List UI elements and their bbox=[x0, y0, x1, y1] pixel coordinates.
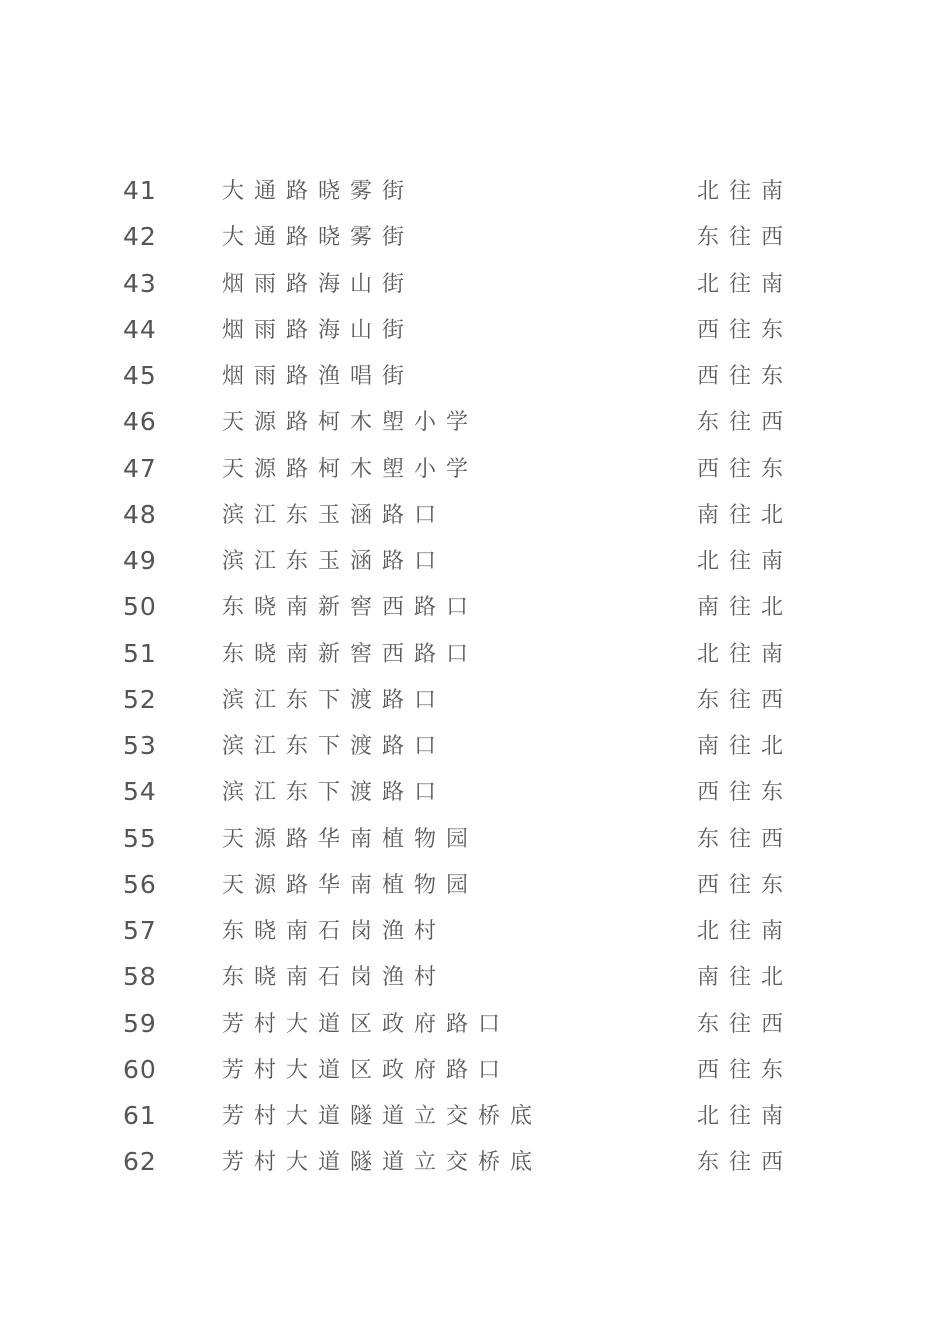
table-row bbox=[0, 399, 950, 445]
row-number: 54 bbox=[123, 777, 157, 807]
table-row bbox=[0, 908, 950, 954]
traffic-direction: 东往西 bbox=[697, 225, 794, 251]
table-row bbox=[0, 446, 950, 492]
location-name: 芳村大道区政府路口 bbox=[222, 1011, 511, 1037]
location-name: 东晓南新窖西路口 bbox=[222, 595, 479, 621]
location-name: 天源路柯木塱小学 bbox=[222, 410, 479, 436]
row-number: 62 bbox=[123, 1147, 157, 1177]
traffic-direction: 北往南 bbox=[697, 641, 794, 667]
traffic-direction: 东往西 bbox=[697, 826, 794, 852]
location-name: 芳村大道隧道立交桥底 bbox=[222, 1104, 543, 1129]
table-row bbox=[0, 816, 950, 862]
table-row bbox=[0, 677, 950, 723]
traffic-direction: 北往南 bbox=[697, 549, 794, 574]
traffic-direction: 北往南 bbox=[697, 271, 794, 297]
row-number: 45 bbox=[123, 361, 157, 390]
row-number: 48 bbox=[123, 499, 157, 529]
location-name: 东晓南新窖西路口 bbox=[222, 641, 479, 667]
row-number: 47 bbox=[123, 453, 157, 483]
traffic-direction: 西往东 bbox=[697, 872, 794, 898]
row-number: 49 bbox=[123, 546, 157, 575]
location-name: 芳村大道区政府路口 bbox=[222, 1057, 511, 1083]
traffic-direction: 南往北 bbox=[697, 965, 794, 991]
traffic-direction: 北往南 bbox=[697, 179, 794, 204]
table-row bbox=[0, 584, 950, 630]
location-name: 烟雨路海山街 bbox=[222, 317, 415, 343]
traffic-direction: 西往东 bbox=[697, 364, 794, 389]
table-row bbox=[0, 1139, 950, 1185]
table-row bbox=[0, 492, 950, 538]
location-table bbox=[0, 168, 950, 1186]
location-name: 天源路华南植物园 bbox=[222, 872, 479, 898]
row-number: 56 bbox=[123, 869, 157, 899]
table-row bbox=[0, 353, 950, 399]
row-number: 52 bbox=[123, 684, 157, 714]
row-number: 53 bbox=[123, 731, 157, 760]
row-number: 60 bbox=[123, 1054, 157, 1084]
traffic-direction: 南往北 bbox=[697, 734, 794, 759]
row-number: 50 bbox=[123, 592, 157, 622]
location-name: 滨江东玉涵路口 bbox=[222, 502, 447, 528]
location-name: 滨江东玉涵路口 bbox=[222, 549, 447, 574]
location-name: 芳村大道隧道立交桥底 bbox=[222, 1150, 543, 1176]
row-number: 61 bbox=[123, 1101, 157, 1130]
table-row bbox=[0, 769, 950, 815]
table-row bbox=[0, 168, 950, 214]
traffic-direction: 南往北 bbox=[697, 502, 794, 528]
row-number: 44 bbox=[123, 314, 157, 344]
location-name: 东晓南石岗渔村 bbox=[222, 919, 447, 944]
location-name: 烟雨路海山街 bbox=[222, 271, 415, 297]
traffic-direction: 东往西 bbox=[697, 410, 794, 436]
table-row bbox=[0, 261, 950, 307]
traffic-direction: 西往东 bbox=[697, 780, 794, 806]
table-row bbox=[0, 1093, 950, 1139]
table-row bbox=[0, 631, 950, 677]
row-number: 57 bbox=[123, 916, 157, 945]
location-name: 滨江东下渡路口 bbox=[222, 734, 447, 759]
location-name: 滨江东下渡路口 bbox=[222, 687, 447, 713]
table-row bbox=[0, 214, 950, 260]
row-number: 51 bbox=[123, 638, 157, 668]
table-row bbox=[0, 538, 950, 584]
traffic-direction: 西往东 bbox=[697, 317, 794, 343]
traffic-direction: 东往西 bbox=[697, 1150, 794, 1176]
traffic-direction: 东往西 bbox=[697, 1011, 794, 1037]
row-number: 41 bbox=[123, 176, 157, 205]
row-number: 43 bbox=[123, 268, 157, 298]
location-name: 大通路晓雾街 bbox=[222, 179, 415, 204]
table-row bbox=[0, 862, 950, 908]
traffic-direction: 东往西 bbox=[697, 687, 794, 713]
location-name: 天源路华南植物园 bbox=[222, 826, 479, 852]
location-name: 东晓南石岗渔村 bbox=[222, 965, 447, 991]
location-name: 天源路柯木塱小学 bbox=[222, 456, 479, 482]
row-number: 42 bbox=[123, 222, 157, 252]
table-row bbox=[0, 954, 950, 1000]
traffic-direction: 西往东 bbox=[697, 456, 794, 482]
table-row bbox=[0, 723, 950, 769]
table-row bbox=[0, 1047, 950, 1093]
location-name: 大通路晓雾街 bbox=[222, 225, 415, 251]
location-name: 滨江东下渡路口 bbox=[222, 780, 447, 806]
table-row bbox=[0, 1001, 950, 1047]
traffic-direction: 南往北 bbox=[697, 595, 794, 621]
row-number: 59 bbox=[123, 1008, 157, 1038]
traffic-direction: 西往东 bbox=[697, 1057, 794, 1083]
location-name: 烟雨路渔唱街 bbox=[222, 364, 415, 389]
row-number: 58 bbox=[123, 962, 157, 992]
row-number: 55 bbox=[123, 823, 157, 853]
traffic-direction: 北往南 bbox=[697, 1104, 794, 1129]
row-number: 46 bbox=[123, 407, 157, 437]
traffic-direction: 北往南 bbox=[697, 919, 794, 944]
table-row bbox=[0, 307, 950, 353]
